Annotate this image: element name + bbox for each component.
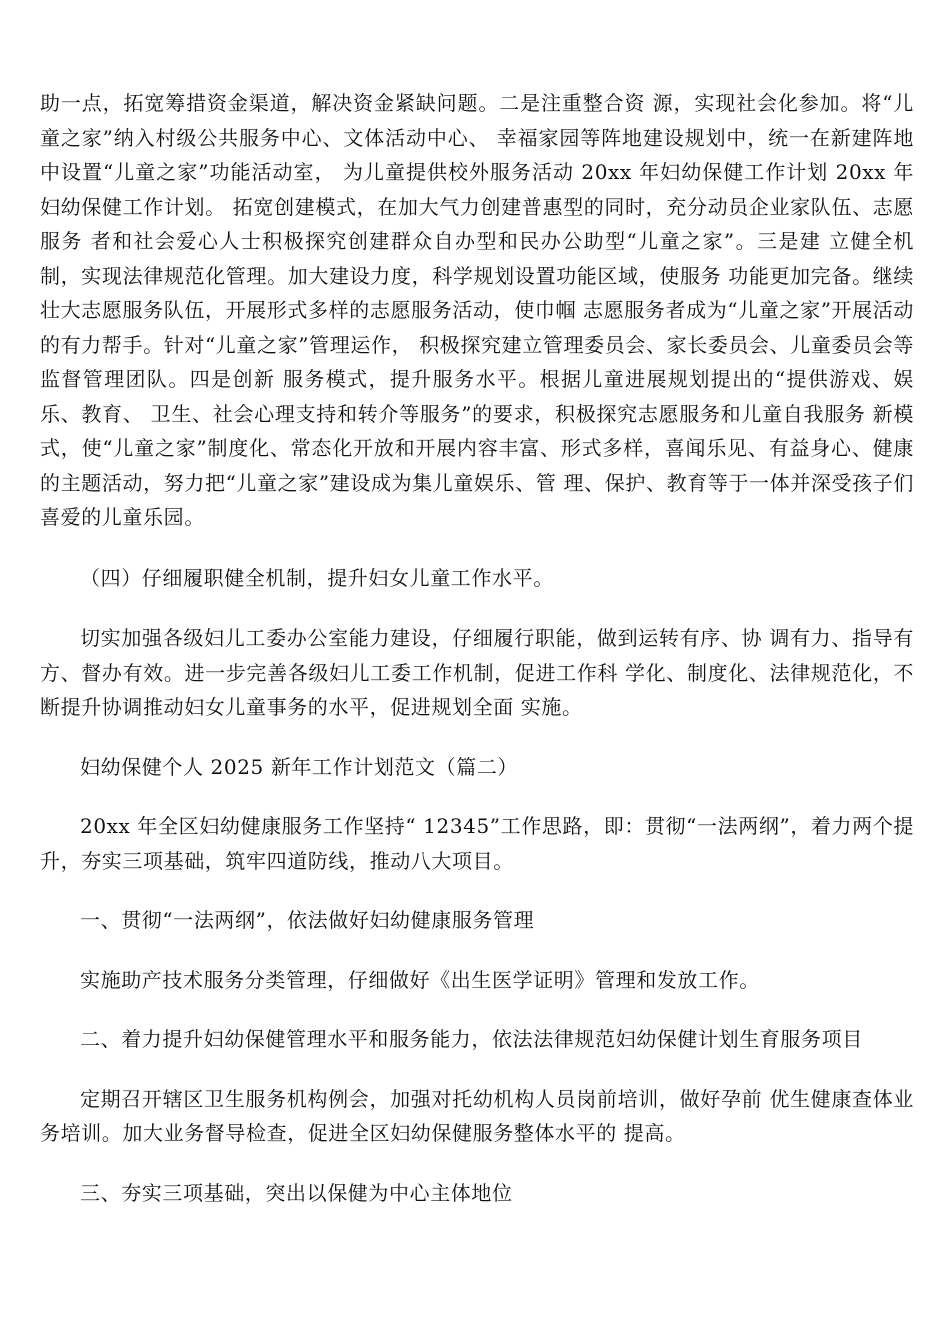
section-heading: 二、着力提升妇幼保健管理水平和服务能力，依法法律规范妇幼保健计划生育服务项目 (80, 1027, 863, 1051)
document-body (40, 86, 914, 1210)
section-heading: （四）仔细履职健全机制，提升妇女儿童工作水平。 (80, 565, 554, 590)
body-paragraph: 助一点，拓宽筹措资金渠道，解决资金紧缺问题。二是注重整合资 源，实现社会化参加。将“儿童之家”纳入村级公共服务中心、文体活动中心、 幸福家园等阵地建设规划中，统一在新建阵地中设置“儿童之家”功能活动室， 为儿童提供校外服务活动 20xx 年妇幼保健工作计划 20xx 年妇幼保健工作计划。 拓宽创建模式，在加大气力创建普惠型的同时，充分动员企业家队伍、志愿服务 者和社会爱心人士积极探究创建群众自办型和民办公助型“儿童之家”。三是建 立健全机制，实现法律规范化管理。加大建设力度，科学规划设置功能区域，使服务 功能更加完备。继续壮大志愿服务队伍，开展形式多样的志愿服务活动，使巾帼 志愿服务者成为“儿童之家”开展活动的有力帮手。针对“儿童之家”管理运作， 积极探究建立管理委员会、家长委员会、儿童委员会等监督管理团队。四是创新 服务模式，提升服务水平。根据儿童进展规划提出的“提供游戏、娱乐、教育、 卫生、社会心理支持和转介等服务”的要求，积极探究志愿服务和儿童自我服务 新模式，使“儿童之家”制度化、常态化开放和开展内容丰富、形式多样，喜闻乐见、有益身心、健康的主题活动，努力把“儿童之家”建设成为集儿童娱乐、管 理、保护、教育等于一体并深受孩子们喜爱的儿童乐园。 (40, 91, 914, 529)
body-paragraph: 定期召开辖区卫生服务机构例会，加强对托幼机构人员岗前培训，做好孕前 优生健康查体业务培训。加大业务督导检查，促进全区妇幼保健服务整体水平的 提高。 (40, 1086, 914, 1145)
body-paragraph: 20xx 年全区妇幼健康服务工作坚持“ 12345”工作思路，即：贯彻“一法两纲”，着力两个提升，夯实三项基础，筑牢四道防线，推动八大项目。 (40, 814, 914, 873)
article-title: 妇幼保健个人 2025 新年工作计划范文（篇二） (80, 754, 519, 779)
body-paragraph: 实施助产技术服务分类管理，仔细做好《出生医学证明》管理和发放工作。 (80, 967, 760, 992)
section-heading: 三、夯实三项基础，突出以保健为中心主体地位 (80, 1180, 513, 1205)
body-paragraph: 切实加强各级妇儿工委办公室能力建设，仔细履行职能，做到运转有序、协 调有力、指导有方、督办有效。进一步完善各级妇儿工委工作机制，促进工作科 学化、制度化、法律规范化，不断提升协调推动妇女儿童事务的水平，促进规划全面 实施。 (40, 626, 914, 719)
section-heading: 一、贯彻“一法两纲”，依法做好妇幼健康服务管理 (80, 908, 535, 932)
